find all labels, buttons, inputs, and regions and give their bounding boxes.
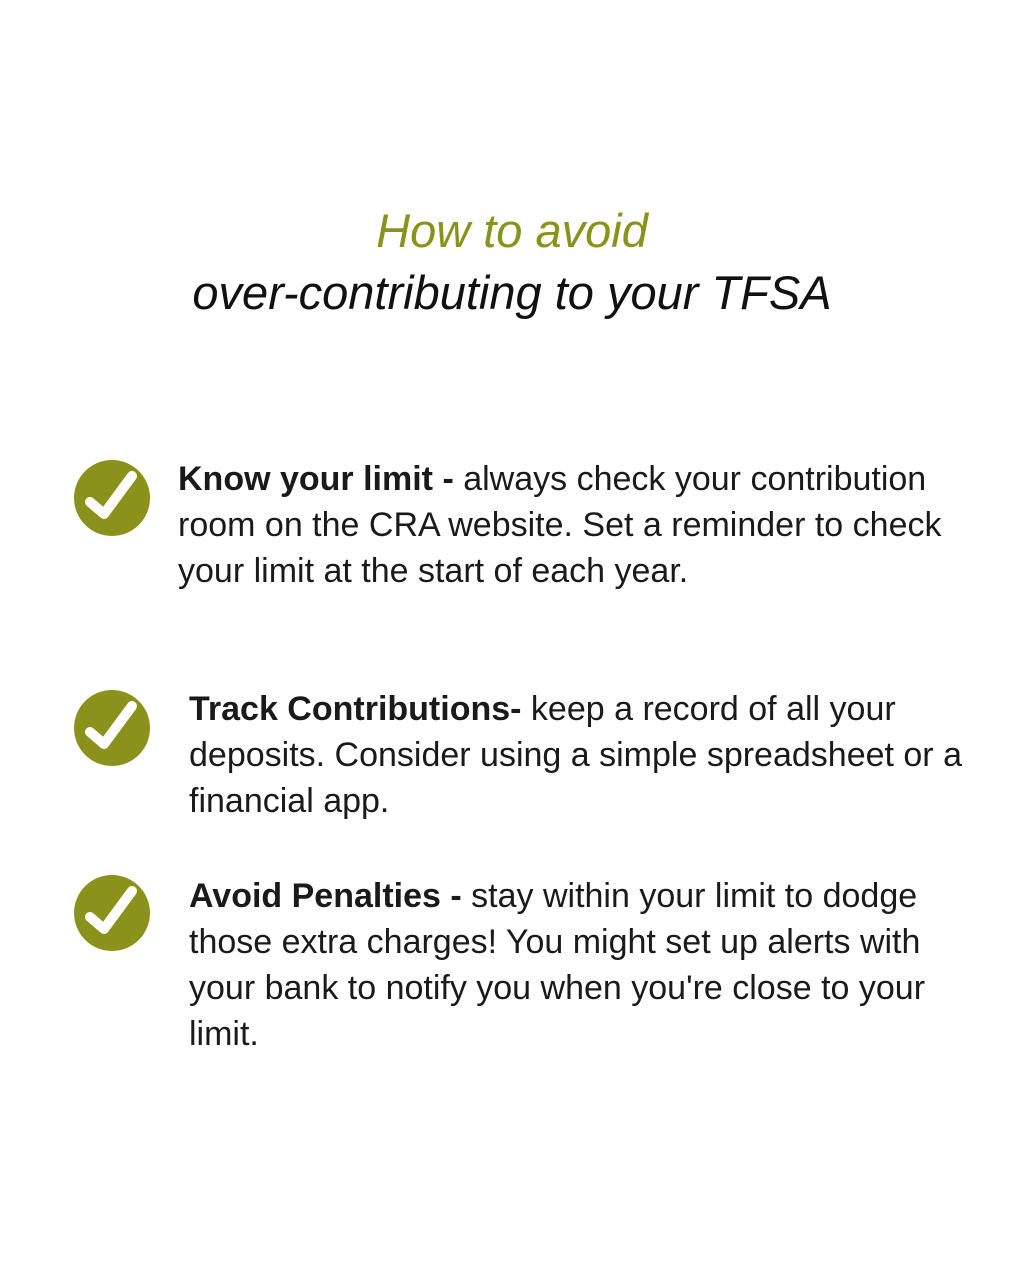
tip-body: stay within your limit to dodge those extra charges! You might set up alerts with your bank to notify you when you're close to your limit. <box>189 877 926 1053</box>
checkmark-circle-icon <box>74 460 150 536</box>
checkmark-circle-icon <box>74 875 150 951</box>
page-title <box>0 200 1024 324</box>
tip-heading: Track Contributions- <box>189 690 531 728</box>
title-line-1: How to avoid <box>376 204 648 257</box>
title-line-2: over-contributing to your TFSA <box>192 266 832 319</box>
tip-body: always check your contribution room on the CRA website. Set a reminder to check your limit at the start of each year. <box>178 460 942 590</box>
tip-text <box>178 456 963 594</box>
checkmark-circle-icon <box>74 690 150 766</box>
tip-text <box>189 873 964 1057</box>
tip-heading: Know your limit - <box>178 460 464 498</box>
tip-body: keep a record of all your deposits. Consider using a simple spreadsheet or a financial app. <box>189 690 962 820</box>
tip-heading: Avoid Penalties - <box>189 877 472 915</box>
tip-text <box>189 686 964 824</box>
